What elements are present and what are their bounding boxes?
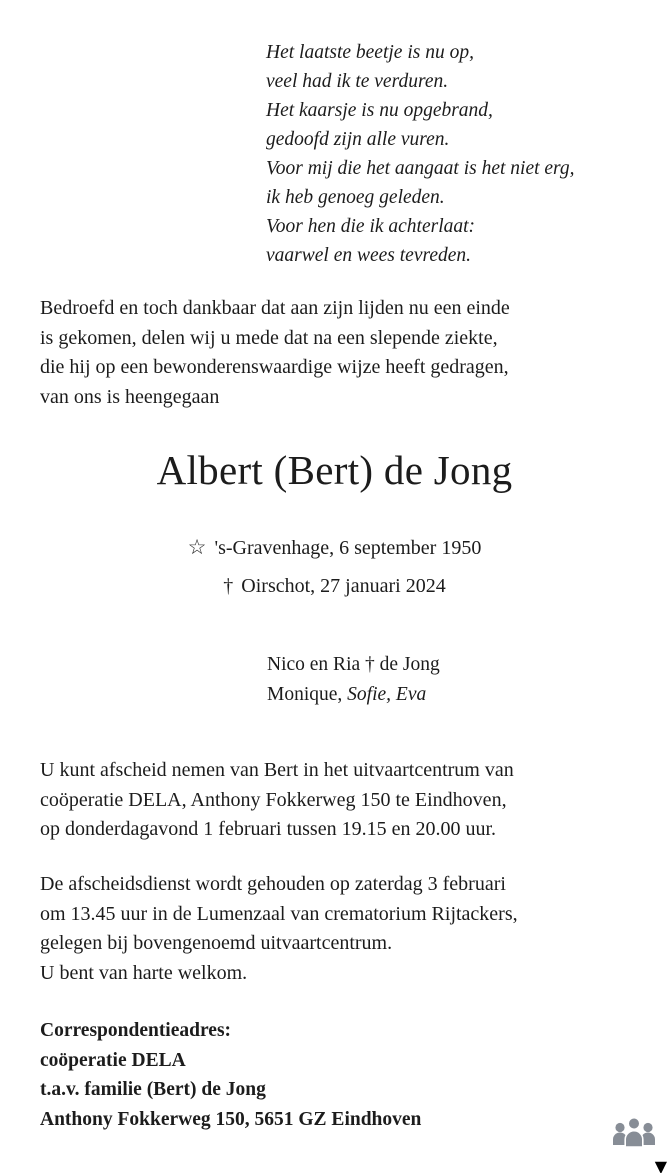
announcement-line: Bedroefd en toch dankbaar dat aan zijn lijden nu een einde [40, 297, 510, 319]
poem-line: gedoofd zijn alle vuren. [266, 129, 450, 150]
service-paragraph [40, 870, 518, 988]
poem-line: ik heb genoeg geleden. [266, 187, 445, 208]
birth-text: 's-Gravenhage, 6 september 1950 [214, 537, 482, 559]
death-line [0, 567, 669, 605]
visitation-line: coöperatie DELA, Anthony Fokkerweg 150 te Eindhoven, [40, 788, 507, 811]
memorial-poem [266, 38, 575, 270]
birth-line [0, 528, 669, 567]
death-text: Oirschot, 27 januari 2024 [241, 575, 446, 597]
service-line: gelegen bij bovengenoemd uitvaartcentrum. [40, 932, 393, 954]
death-dagger-icon: † [223, 575, 234, 597]
visitation-line: U kunt afscheid nemen van Bert in het uitvaartcentrum van [40, 759, 514, 781]
family-line1-text-after: de Jong [374, 654, 440, 675]
poem-line: vaarwel en wees tevreden. [266, 245, 472, 266]
poem-line: veel had ik te verduren. [266, 71, 449, 92]
poem-line: Het kaarsje is nu opgebrand, [266, 100, 493, 121]
announcement-line: die hij op een bewonderenswaardige wijze heeft gedragen, [40, 356, 509, 378]
family-line2-italic-names: Sofie, Eva [347, 683, 427, 705]
correspondence-line: Correspondentieadres: [40, 1020, 232, 1041]
visitation-line: op donderdagavond 1 februari tussen 19.15 en 20.00 uur. [40, 818, 497, 840]
deceased-name: Albert (Bert) de Jong [156, 447, 513, 493]
announcement-line: van ons is heengegaan [40, 385, 220, 408]
family-line [267, 650, 440, 680]
correspondence-line: t.a.v. familie (Bert) de Jong [40, 1079, 266, 1100]
poem-line: Voor mij die het aangaat is het niet erg, [266, 158, 575, 179]
correspondence-line: coöperatie DELA [40, 1049, 186, 1071]
people-icon [611, 1115, 657, 1149]
correspondence-line: Anthony Fokkerweg 150, 5651 GZ Eindhoven [40, 1108, 422, 1130]
visitation-paragraph [40, 756, 514, 845]
life-dates [0, 528, 669, 605]
family-names [267, 650, 440, 709]
family-line2-text: Monique, [267, 683, 348, 705]
birth-star-icon: ☆ [187, 535, 207, 559]
dagger-icon: † [365, 654, 375, 675]
family-line [267, 680, 440, 710]
poem-line: Het laatste beetje is nu op, [266, 42, 474, 63]
service-line: U bent van harte welkom. [40, 961, 248, 984]
poem-line: Voor hen die ik achterlaat: [266, 216, 476, 237]
corner-triangle-icon: ▼ [654, 1157, 667, 1173]
correspondence-block [40, 1016, 421, 1134]
family-line1-text: Nico en Ria [267, 654, 366, 675]
announcement-line: is gekomen, delen wij u mede dat na een slepende ziekte, [40, 326, 498, 349]
service-line: De afscheidsdienst wordt gehouden op zaterdag 3 februari [40, 873, 506, 895]
service-line: om 13.45 uur in de Lumenzaal van crematorium Rijtackers, [40, 902, 518, 925]
announcement-paragraph [40, 294, 510, 412]
